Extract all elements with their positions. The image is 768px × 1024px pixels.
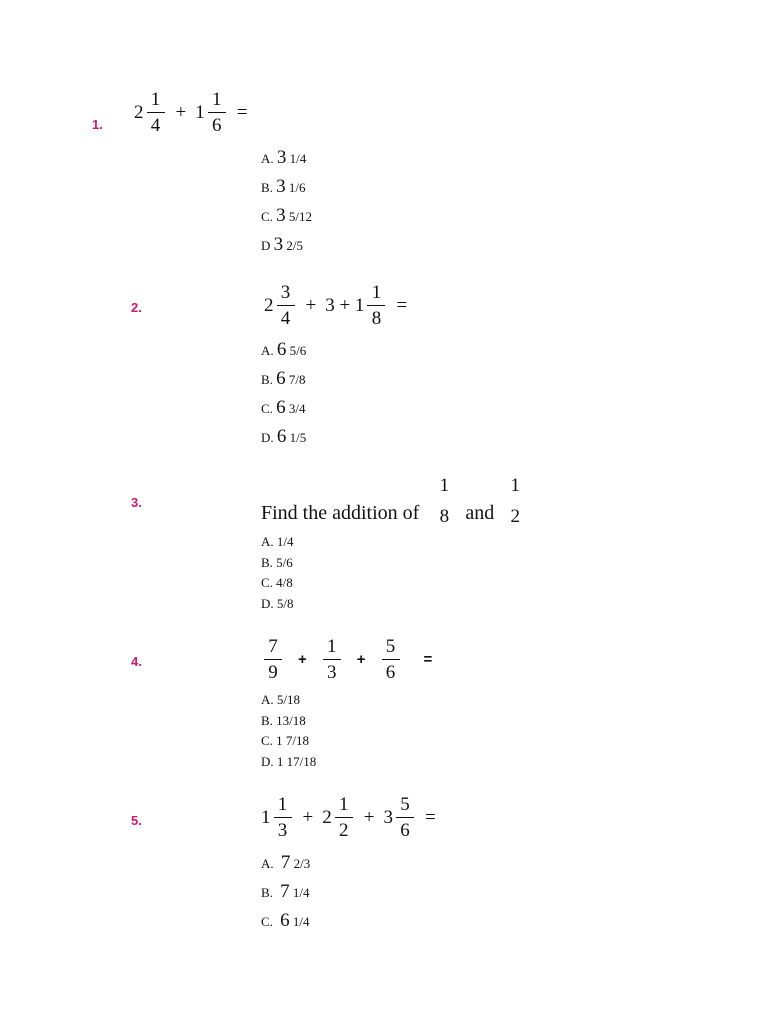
denominator: 3 xyxy=(274,817,292,840)
fraction xyxy=(382,637,400,682)
numerator: 1 xyxy=(510,475,520,496)
whole-number: 2 xyxy=(134,101,144,123)
denominator: 2 xyxy=(335,817,353,840)
option-letter: A. xyxy=(261,856,274,871)
denominator: 8 xyxy=(367,305,385,328)
option-d[interactable] xyxy=(261,234,303,256)
option-d[interactable]: D. 1 17/18 xyxy=(261,754,317,769)
option-a[interactable] xyxy=(261,852,310,874)
fraction xyxy=(323,637,341,682)
numerator: 5 xyxy=(385,636,396,657)
option-letter: D. xyxy=(261,430,274,445)
option-fraction: 1/4 xyxy=(289,151,307,166)
fraction xyxy=(396,795,414,840)
option-fraction: 7/8 xyxy=(288,372,306,387)
option-fraction: 1/6 xyxy=(288,180,306,195)
option-a[interactable] xyxy=(261,147,306,169)
option-b[interactable] xyxy=(261,368,306,390)
option-whole: 3 xyxy=(276,147,287,168)
whole-number: 2 xyxy=(264,294,274,316)
option-b[interactable] xyxy=(261,176,306,198)
fraction xyxy=(208,90,226,135)
option-fraction: 1/4 xyxy=(292,885,310,900)
option-fraction: 5/6 xyxy=(289,343,307,358)
option-whole: 7 xyxy=(280,881,290,902)
option-whole: 3 xyxy=(273,234,284,255)
option-b[interactable]: B. 5/6 xyxy=(261,555,293,570)
denominator: 6 xyxy=(396,817,414,840)
numerator: 1 xyxy=(150,89,161,110)
question-2-expression xyxy=(264,283,416,328)
option-d[interactable] xyxy=(261,426,306,448)
fraction xyxy=(367,283,385,328)
option-whole: 7 xyxy=(280,852,291,873)
option-letter: B. xyxy=(261,372,273,387)
option-letter: C. xyxy=(261,914,273,929)
fraction xyxy=(335,795,353,840)
plus-sign: + xyxy=(175,101,187,123)
whole-number: 3 xyxy=(383,806,393,828)
option-whole: 6 xyxy=(276,426,287,447)
numerator: 1 xyxy=(338,794,349,815)
option-letter: C. xyxy=(261,401,273,416)
plus-sign: + xyxy=(298,651,307,668)
question-text: Find the addition of xyxy=(261,502,420,524)
option-a[interactable]: A. 1/4 xyxy=(261,534,294,549)
denominator: 6 xyxy=(208,112,226,135)
whole-number: 2 xyxy=(322,806,332,828)
denominator: 6 xyxy=(382,659,400,682)
option-whole: 6 xyxy=(280,910,290,931)
whole-number: 1 xyxy=(195,101,205,123)
plus-sign: + xyxy=(363,806,375,828)
plus-sign: + xyxy=(302,806,314,828)
numerator: 1 xyxy=(327,636,337,657)
mixed-term: 3 + 1 xyxy=(325,294,365,316)
question-4-number: 4. xyxy=(131,654,142,669)
option-a[interactable] xyxy=(261,339,306,361)
equals-sign: = xyxy=(424,806,436,828)
question-3-number: 3. xyxy=(131,495,142,510)
question-1-number: 1. xyxy=(92,117,103,132)
question-4-expression xyxy=(262,637,446,682)
plus-sign: + xyxy=(305,294,317,316)
denominator: 4 xyxy=(147,112,165,135)
denominator: 8 xyxy=(439,506,450,527)
option-fraction: 3/4 xyxy=(288,401,306,416)
denominator: 4 xyxy=(277,305,295,328)
fraction xyxy=(506,476,524,526)
numerator: 1 xyxy=(371,282,382,303)
whole-number: 1 xyxy=(261,806,271,828)
question-2-number: 2. xyxy=(131,300,142,315)
plus-sign: + xyxy=(356,651,366,668)
option-d[interactable]: D. 5/8 xyxy=(261,596,294,611)
option-letter: B. xyxy=(261,885,273,900)
option-whole: 6 xyxy=(276,368,286,389)
fraction xyxy=(277,283,295,328)
and-text: and xyxy=(465,502,495,524)
numerator: 5 xyxy=(400,794,410,815)
option-letter: D xyxy=(261,238,271,253)
equals-sign: = xyxy=(396,294,408,316)
option-fraction: 1/4 xyxy=(292,914,310,929)
option-c[interactable]: C. 1 7/18 xyxy=(261,733,310,748)
fraction xyxy=(264,637,282,682)
denominator: 3 xyxy=(323,659,341,682)
option-a[interactable]: A. 5/18 xyxy=(261,692,300,707)
option-b[interactable] xyxy=(261,881,310,903)
option-fraction: 2/3 xyxy=(293,856,311,871)
equals-sign: = xyxy=(236,101,248,123)
question-5-expression xyxy=(261,795,445,840)
equals-sign: = xyxy=(423,651,433,668)
option-b[interactable]: B. 13/18 xyxy=(261,713,306,728)
option-c[interactable] xyxy=(261,910,310,932)
option-whole: 3 xyxy=(276,205,286,226)
numerator: 1 xyxy=(439,475,450,496)
fraction xyxy=(435,476,453,526)
numerator: 3 xyxy=(280,282,291,303)
option-whole: 6 xyxy=(276,339,287,360)
option-fraction: 5/12 xyxy=(288,209,313,224)
option-fraction: 2/5 xyxy=(286,238,304,253)
denominator: 2 xyxy=(510,506,520,527)
fraction xyxy=(147,90,165,135)
option-letter: B. xyxy=(261,180,273,195)
numerator: 1 xyxy=(211,89,222,110)
fraction xyxy=(274,795,292,840)
option-whole: 3 xyxy=(276,176,286,197)
option-c[interactable]: C. 4/8 xyxy=(261,575,293,590)
numerator: 1 xyxy=(277,794,288,815)
option-letter: C. xyxy=(261,209,273,224)
option-fraction: 1/5 xyxy=(289,430,307,445)
denominator: 9 xyxy=(264,659,282,682)
question-3-expression xyxy=(261,476,526,526)
question-5-number: 5. xyxy=(131,813,142,828)
option-c[interactable] xyxy=(261,397,306,419)
option-letter: A. xyxy=(261,151,274,166)
option-letter: A. xyxy=(261,343,274,358)
numerator: 7 xyxy=(268,636,278,657)
option-whole: 6 xyxy=(276,397,286,418)
option-c[interactable] xyxy=(261,205,312,227)
question-1-expression xyxy=(134,90,256,135)
